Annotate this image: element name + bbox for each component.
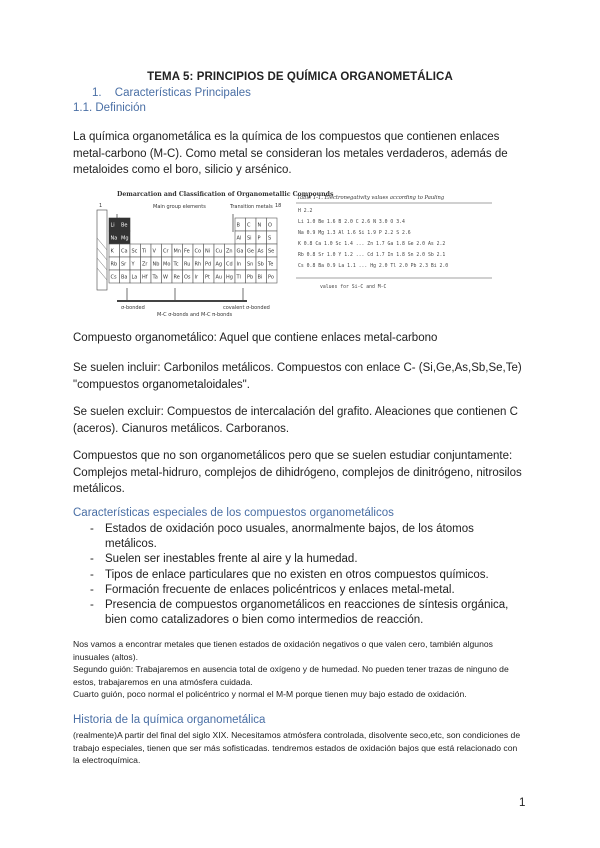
element-symbol: C bbox=[247, 222, 251, 229]
element-symbol: S bbox=[268, 235, 272, 242]
element-symbol: K bbox=[110, 248, 114, 255]
list-item: - Suelen ser inestables frente al aire y la humedad. bbox=[90, 552, 510, 567]
section-number: 1. bbox=[92, 87, 102, 99]
element-cell bbox=[214, 231, 225, 244]
element-cell bbox=[151, 218, 162, 231]
element-cell bbox=[204, 218, 215, 231]
element-cell bbox=[130, 218, 141, 231]
element-cell bbox=[225, 231, 236, 244]
electronegativity-row: K 0.8 Ca 1.0 Sc 1.4 ... Zn 1.7 Ga 1.8 Ge 2.0 As 2.2 bbox=[298, 242, 446, 247]
section-label: Características Principales bbox=[114, 87, 251, 99]
compuesto-definition: Compuesto organometálico: Aquel que contiene enlaces metal-carbono bbox=[73, 332, 438, 344]
especiales-heading: Características especiales de los compuestos organometálicos bbox=[73, 507, 394, 519]
element-symbol: Ca bbox=[121, 248, 128, 255]
section-heading-1-1: 1.1. Definición bbox=[73, 102, 146, 114]
element-cell bbox=[225, 218, 236, 231]
electronegativity-row: Rb 0.8 Sr 1.0 Y 1.2 ... Cd 1.7 In 1.8 Sn 2.0 Sb 2.1 bbox=[298, 253, 446, 258]
element-symbol: Zr bbox=[142, 261, 148, 268]
conjuntamente-paragraph: Compuestos que no son organometálicos pero que se suelen estudiar conjuntamente: Complejos metal-hidruro, complejos de dihidrógeno, complejos de dinitrógeno, nitrosilos metálicos. bbox=[73, 450, 522, 495]
element-symbol: Au bbox=[215, 274, 223, 281]
element-cell bbox=[183, 218, 194, 231]
element-symbol: Pd bbox=[205, 261, 212, 268]
element-symbol: Ti bbox=[142, 248, 147, 255]
element-symbol: O bbox=[268, 222, 272, 229]
electronegativity-row: Na 0.9 Mg 1.3 Al 1.6 Si 1.9 P 2.2 S 2.6 bbox=[298, 231, 411, 236]
main-group-label: Main group elements bbox=[153, 204, 206, 210]
group-1-label: 1 bbox=[99, 203, 103, 209]
element-symbol: Ag bbox=[215, 261, 223, 268]
element-cell bbox=[183, 231, 194, 244]
element-symbol: Pt bbox=[205, 274, 210, 281]
figure-left-caption: Demarcation and Classification of Organometallic Compounds bbox=[117, 191, 334, 198]
element-symbol: Mg bbox=[121, 235, 129, 242]
element-cell bbox=[172, 231, 183, 244]
element-cell bbox=[162, 231, 173, 244]
figure-right-caption: Table 1-1. Electronegativity values according to Pauling bbox=[297, 195, 445, 201]
element-symbol: Al bbox=[236, 235, 242, 242]
element-symbol: Cr bbox=[163, 248, 169, 255]
element-symbol: V bbox=[152, 248, 156, 255]
element-symbol: Rh bbox=[194, 261, 202, 268]
element-symbol: Ge bbox=[247, 248, 254, 255]
element-symbol: Sn bbox=[247, 261, 254, 268]
element-symbol: Os bbox=[184, 274, 191, 281]
element-symbol: Mn bbox=[173, 248, 181, 255]
element-symbol: Fe bbox=[184, 248, 190, 255]
list-item: - Tipos de enlace particulares que no existen en otros compuestos químicos. bbox=[90, 568, 510, 583]
note-3: Cuarto guión, poco normal el policéntrico y normal el M-M porque tienen muy bajo estado de oxidación. bbox=[73, 689, 467, 699]
list-item: - Presencia de compuestos organometálicos en reacciones de síntesis orgánica, bien como catalizadores o bien como intermedios de reacción. bbox=[90, 598, 510, 628]
note-1: Nos vamos a encontrar metales que tienen estados de oxidación negativos o que valen cero, también algunos inusuales (altos). bbox=[73, 639, 493, 662]
element-cell bbox=[193, 218, 204, 231]
element-symbol: Bi bbox=[257, 274, 263, 281]
element-symbol: Cs bbox=[110, 274, 117, 281]
element-symbol: Cu bbox=[215, 248, 223, 255]
list-item: - Estados de oxidación poco usuales, anormalmente bajos, de los átomos metálicos. bbox=[90, 522, 510, 552]
element-symbol: Re bbox=[173, 274, 180, 281]
element-cell bbox=[141, 218, 152, 231]
element-symbol: Tl bbox=[236, 274, 241, 281]
element-symbol: Si bbox=[247, 235, 252, 242]
electronegativity-row: Cs 0.8 Ba 0.9 La 1.1 ... Hg 2.0 Tl 2.0 Pb 2.3 Bi 2.0 bbox=[298, 264, 449, 269]
element-symbol: Hf bbox=[142, 274, 148, 281]
element-symbol: Ba bbox=[121, 274, 128, 281]
element-symbol: Ni bbox=[205, 248, 211, 255]
electronegativity-row: H 2.2 bbox=[298, 209, 313, 214]
element-symbol: Cd bbox=[226, 261, 233, 268]
element-symbol: Ga bbox=[236, 248, 244, 255]
definition-paragraph: La química organometálica es la química de los compuestos que contienen enlaces metal-carbono (M-C). Como metal se consideran los metales verdaderos, además de metaloides como el boro, silicio y arsénico. bbox=[73, 131, 508, 176]
section-heading-1 bbox=[92, 87, 251, 99]
note-2: Segundo guión: Trabajaremos en ausencia total de oxígeno y de humedad. No pueden tener trazas de ninguno de estos, trabajaremos en una atmósfera cuidada. bbox=[73, 664, 509, 687]
excluir-paragraph: Se suelen excluir: Compuestos de intercalación del grafito. Aleaciones que contienen C (aceros). Cianuros metálicos. Carboranos. bbox=[73, 406, 518, 435]
bottom-mid-label: M-C σ-bonds and M-C π-bonds bbox=[157, 312, 233, 318]
element-symbol: Ru bbox=[184, 261, 191, 268]
element-symbol: Ta bbox=[152, 274, 158, 281]
element-cell bbox=[141, 231, 152, 244]
element-cell bbox=[204, 231, 215, 244]
element-symbol: Zn bbox=[226, 248, 233, 255]
element-symbol: Ir bbox=[194, 274, 199, 281]
element-symbol: Sc bbox=[131, 248, 138, 255]
historia-heading: Historia de la química organometálica bbox=[73, 714, 266, 726]
notes-block bbox=[73, 638, 523, 701]
group-18-label: 18 bbox=[275, 203, 282, 209]
bottom-left-label: σ-bonded bbox=[121, 305, 145, 311]
element-symbol: Sb bbox=[257, 261, 264, 268]
element-symbol: Y bbox=[131, 261, 135, 268]
transition-label: Transition metals bbox=[230, 204, 273, 210]
list-item: - Formación frecuente de enlaces policéntricos y enlaces metal-metal. bbox=[90, 583, 510, 598]
element-cell bbox=[151, 231, 162, 244]
element-symbol: Se bbox=[268, 248, 275, 255]
element-symbol: Pb bbox=[247, 274, 254, 281]
page-number: 1 bbox=[519, 797, 526, 809]
element-cell bbox=[172, 218, 183, 231]
element-cell bbox=[193, 231, 204, 244]
incluir-paragraph: Se suelen incluir: Carbonilos metálicos. Compuestos con enlace C- (Si,Ge,As,Sb,Se,Te) "compuestos organometaloidales". bbox=[73, 362, 522, 391]
element-symbol: Li bbox=[110, 222, 115, 229]
historia-paragraph: (realmente)A partir del final del siglo XIX. Necesitamos atmósfera controlada, disolvente seco,etc, son condiciones de trabajo especiales, tienen que ser más sofisticadas. tendremos estados de oxidación bajos que está relacionado con la electroquímica. bbox=[73, 730, 521, 765]
element-symbol: W bbox=[163, 274, 168, 281]
element-symbol: Co bbox=[194, 248, 202, 255]
element-symbol: Be bbox=[121, 222, 128, 229]
element-cell bbox=[162, 218, 173, 231]
element-cell bbox=[130, 231, 141, 244]
electronegativity-row: Li 1.0 Be 1.6 B 2.0 C 2.6 N 3.0 O 3.4 bbox=[298, 220, 405, 225]
electronegativity-rows bbox=[298, 208, 448, 269]
figure-right-footnote: values for Si-C and M-C bbox=[320, 285, 387, 290]
element-cell bbox=[214, 218, 225, 231]
periodic-grid bbox=[109, 218, 277, 283]
element-symbol: In bbox=[236, 261, 242, 268]
element-symbol: Nb bbox=[152, 261, 160, 268]
element-symbol: N bbox=[257, 222, 262, 229]
element-symbol: B bbox=[236, 222, 240, 229]
element-symbol: Po bbox=[268, 274, 274, 281]
page-title: TEMA 5: PRINCIPIOS DE QUÍMICA ORGANOMETÁLICA bbox=[147, 71, 453, 83]
element-symbol: Hg bbox=[226, 274, 233, 281]
electronegativity-table-figure bbox=[296, 192, 496, 304]
element-symbol: Na bbox=[110, 235, 118, 242]
element-symbol: La bbox=[131, 274, 138, 281]
element-symbol: Sr bbox=[121, 261, 127, 268]
element-symbol: Te bbox=[268, 261, 274, 268]
element-symbol: As bbox=[257, 248, 264, 255]
element-symbol: P bbox=[257, 235, 261, 242]
element-symbol: Tc bbox=[173, 261, 179, 268]
element-symbol: Mo bbox=[163, 261, 171, 268]
element-symbol: Rb bbox=[110, 261, 118, 268]
bottom-right-label: covalent σ-bonded bbox=[223, 305, 270, 311]
especiales-list bbox=[90, 522, 510, 628]
